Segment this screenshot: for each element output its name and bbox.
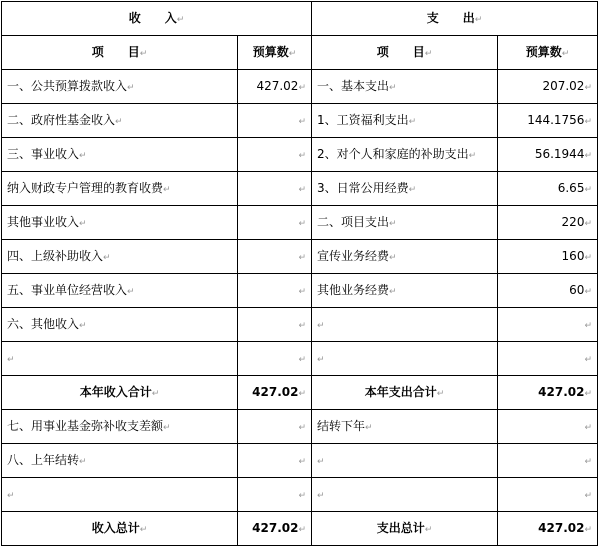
expense-budget-header-label: 预算数 — [525, 44, 562, 59]
paragraph-mark-icon: ↵ — [317, 354, 325, 365]
income-item-cell-text: 四、上级补助收入 — [7, 248, 104, 263]
paragraph-mark-icon: ↵ — [288, 48, 297, 59]
table-row — [2, 410, 598, 444]
paragraph-mark-icon: ↵ — [408, 116, 417, 127]
income-item-cell-text: 本年收入合计 — [79, 384, 152, 399]
paragraph-mark-icon: ↵ — [584, 184, 592, 195]
income-budget-cell — [238, 274, 312, 308]
expense-item-cell-text: 1、工资福利支出 — [317, 112, 409, 127]
paragraph-mark-icon: ↵ — [317, 320, 325, 331]
expense-budget-cell-text: 220 — [561, 214, 585, 229]
paragraph-mark-icon: ↵ — [365, 422, 373, 433]
paragraph-mark-icon: ↵ — [298, 252, 306, 263]
paragraph-mark-icon: ↵ — [584, 490, 592, 501]
expense-item-cell-text: 3、日常公用经费 — [317, 180, 409, 195]
income-item-header-label: 项 目 — [91, 44, 140, 59]
expense-item-cell-text: 结转下年 — [317, 418, 366, 433]
income-item-cell — [2, 274, 238, 308]
paragraph-mark-icon: ↵ — [561, 48, 570, 59]
expense-item-cell-text: 一、基本支出 — [317, 78, 390, 93]
paragraph-mark-icon: ↵ — [7, 354, 15, 365]
paragraph-mark-icon: ↵ — [79, 218, 87, 229]
expense-item-cell-text: 二、项目支出 — [317, 214, 390, 229]
income-item-cell — [2, 70, 238, 104]
paragraph-mark-icon: ↵ — [408, 184, 417, 195]
paragraph-mark-icon: ↵ — [298, 524, 306, 535]
expense-budget-cell — [498, 206, 598, 240]
income-budget-cell — [238, 444, 312, 478]
income-item-cell-text: 七、用事业基金弥补收支差额 — [7, 418, 164, 433]
paragraph-mark-icon: ↵ — [298, 490, 306, 501]
income-budget-cell-text: 427.02 — [252, 520, 299, 535]
table-row — [2, 206, 598, 240]
expense-item-cell — [312, 478, 498, 512]
expense-budget-cell-text: 144.1756 — [527, 112, 585, 127]
income-header — [2, 2, 312, 36]
income-item-cell — [2, 172, 238, 206]
expense-item-cell — [312, 512, 498, 546]
expense-budget-cell-text: 427.02 — [538, 384, 585, 399]
table-row — [2, 70, 598, 104]
paragraph-mark-icon: ↵ — [7, 490, 15, 501]
expense-budget-cell-text: 6.65 — [557, 180, 585, 195]
expense-budget-cell — [498, 138, 598, 172]
income-item-cell-text: 三、事业收入 — [7, 146, 80, 161]
income-budget-header-label: 预算数 — [252, 44, 289, 59]
paragraph-mark-icon: ↵ — [127, 82, 135, 93]
income-item-cell-text: 一、公共预算拨款收入 — [7, 78, 128, 93]
expense-item-cell — [312, 342, 498, 376]
income-budget-cell — [238, 376, 312, 410]
paragraph-mark-icon: ↵ — [139, 524, 148, 535]
income-item-cell — [2, 206, 238, 240]
paragraph-mark-icon: ↵ — [584, 388, 592, 399]
paragraph-mark-icon: ↵ — [317, 490, 325, 501]
expense-budget-cell — [498, 274, 598, 308]
paragraph-mark-icon: ↵ — [298, 82, 306, 93]
income-item-cell-text: 收入总计 — [91, 520, 140, 535]
section-header-row — [2, 2, 598, 36]
income-budget-cell — [238, 240, 312, 274]
income-budget-cell — [238, 308, 312, 342]
expense-item-cell — [312, 104, 498, 138]
table-row — [2, 274, 598, 308]
paragraph-mark-icon: ↵ — [298, 150, 306, 161]
income-item-cell-text: 五、事业单位经营收入 — [7, 282, 128, 297]
table-row — [2, 308, 598, 342]
paragraph-mark-icon: ↵ — [424, 48, 433, 59]
expense-item-cell-text: 本年支出合计 — [364, 384, 437, 399]
expense-budget-cell — [498, 444, 598, 478]
paragraph-mark-icon: ↵ — [79, 150, 87, 161]
table-row — [2, 138, 598, 172]
income-budget-cell — [238, 478, 312, 512]
column-header-row — [2, 36, 598, 70]
paragraph-mark-icon: ↵ — [163, 422, 171, 433]
income-item-cell — [2, 444, 238, 478]
paragraph-mark-icon: ↵ — [584, 354, 592, 365]
paragraph-mark-icon: ↵ — [298, 184, 306, 195]
expense-item-cell-text: 支出总计 — [376, 520, 425, 535]
expense-budget-cell — [498, 410, 598, 444]
paragraph-mark-icon: ↵ — [298, 286, 306, 297]
expense-header — [312, 2, 598, 36]
income-budget-cell — [238, 70, 312, 104]
paragraph-mark-icon: ↵ — [163, 184, 171, 195]
paragraph-mark-icon: ↵ — [139, 48, 148, 59]
expense-budget-cell — [498, 512, 598, 546]
paragraph-mark-icon: ↵ — [298, 354, 306, 365]
paragraph-mark-icon: ↵ — [298, 218, 306, 229]
income-item-header — [2, 36, 238, 70]
paragraph-mark-icon: ↵ — [584, 252, 592, 263]
expense-budget-cell-text: 160 — [561, 248, 585, 263]
income-budget-cell-text: 427.02 — [256, 78, 299, 93]
expense-budget-cell — [498, 70, 598, 104]
expense-budget-cell — [498, 308, 598, 342]
paragraph-mark-icon: ↵ — [176, 14, 185, 25]
expense-budget-cell-text: 56.1944 — [534, 146, 585, 161]
paragraph-mark-icon: ↵ — [389, 82, 397, 93]
paragraph-mark-icon: ↵ — [474, 14, 483, 25]
expense-item-header — [312, 36, 498, 70]
paragraph-mark-icon: ↵ — [103, 252, 111, 263]
expense-budget-cell — [498, 478, 598, 512]
income-item-cell — [2, 138, 238, 172]
income-item-cell — [2, 512, 238, 546]
income-budget-cell — [238, 342, 312, 376]
expense-item-cell — [312, 138, 498, 172]
paragraph-mark-icon: ↵ — [79, 456, 87, 467]
table-row — [2, 172, 598, 206]
table-row — [2, 478, 598, 512]
paragraph-mark-icon: ↵ — [151, 388, 160, 399]
paragraph-mark-icon: ↵ — [298, 388, 306, 399]
expense-budget-cell-text: 207.02 — [542, 78, 585, 93]
income-item-cell — [2, 104, 238, 138]
expense-item-cell — [312, 444, 498, 478]
paragraph-mark-icon: ↵ — [298, 320, 306, 331]
paragraph-mark-icon: ↵ — [389, 218, 397, 229]
income-item-cell-text: 八、上年结转 — [7, 452, 80, 467]
paragraph-mark-icon: ↵ — [298, 422, 306, 433]
income-budget-cell — [238, 512, 312, 546]
income-header-label: 收 入 — [128, 10, 177, 25]
income-item-cell — [2, 478, 238, 512]
budget-table — [1, 1, 598, 546]
income-budget-cell — [238, 172, 312, 206]
paragraph-mark-icon: ↵ — [584, 82, 592, 93]
expense-item-cell-text: 2、对个人和家庭的补助支出 — [317, 146, 469, 161]
paragraph-mark-icon: ↵ — [584, 150, 592, 161]
expense-item-cell — [312, 70, 498, 104]
income-budget-header — [238, 36, 312, 70]
income-item-cell-text: 六、其他收入 — [7, 316, 80, 331]
expense-budget-cell — [498, 172, 598, 206]
expense-budget-cell-text: 60 — [569, 282, 585, 297]
expense-budget-cell — [498, 240, 598, 274]
income-budget-cell — [238, 138, 312, 172]
income-budget-cell-text: 427.02 — [252, 384, 299, 399]
table-row — [2, 512, 598, 546]
table-row — [2, 104, 598, 138]
income-item-cell — [2, 240, 238, 274]
paragraph-mark-icon: ↵ — [584, 116, 592, 127]
paragraph-mark-icon: ↵ — [468, 150, 477, 161]
paragraph-mark-icon: ↵ — [436, 388, 445, 399]
paragraph-mark-icon: ↵ — [584, 320, 592, 331]
paragraph-mark-icon: ↵ — [298, 456, 306, 467]
paragraph-mark-icon: ↵ — [127, 286, 135, 297]
paragraph-mark-icon: ↵ — [584, 286, 592, 297]
income-item-cell-text: 纳入财政专户管理的教育收费 — [7, 180, 164, 195]
table-row — [2, 444, 598, 478]
paragraph-mark-icon: ↵ — [584, 422, 592, 433]
income-item-cell — [2, 376, 238, 410]
expense-item-header-label: 项 目 — [376, 44, 425, 59]
budget-rows — [2, 70, 598, 546]
expense-item-cell — [312, 172, 498, 206]
paragraph-mark-icon: ↵ — [424, 524, 433, 535]
income-item-cell — [2, 410, 238, 444]
expense-budget-cell — [498, 104, 598, 138]
income-item-cell-text: 其他事业收入 — [7, 214, 80, 229]
paragraph-mark-icon: ↵ — [584, 524, 592, 535]
income-budget-cell — [238, 206, 312, 240]
paragraph-mark-icon: ↵ — [79, 320, 87, 331]
paragraph-mark-icon: ↵ — [389, 286, 397, 297]
expense-item-cell-text: 宣传业务经费 — [317, 248, 390, 263]
expense-item-cell — [312, 308, 498, 342]
income-item-cell-text: 二、政府性基金收入 — [7, 112, 116, 127]
paragraph-mark-icon: ↵ — [584, 218, 592, 229]
expense-item-cell-text: 其他业务经费 — [317, 282, 390, 297]
paragraph-mark-icon: ↵ — [389, 252, 397, 263]
income-item-cell — [2, 342, 238, 376]
expense-item-cell — [312, 274, 498, 308]
expense-budget-cell-text: 427.02 — [538, 520, 585, 535]
expense-item-cell — [312, 240, 498, 274]
table-row — [2, 342, 598, 376]
expense-budget-cell — [498, 376, 598, 410]
expense-header-label: 支 出 — [426, 10, 475, 25]
paragraph-mark-icon: ↵ — [317, 456, 325, 467]
expense-item-cell — [312, 206, 498, 240]
table-row — [2, 376, 598, 410]
expense-budget-cell — [498, 342, 598, 376]
paragraph-mark-icon: ↵ — [584, 456, 592, 467]
income-budget-cell — [238, 410, 312, 444]
income-budget-cell — [238, 104, 312, 138]
expense-budget-header — [498, 36, 598, 70]
paragraph-mark-icon: ↵ — [298, 116, 306, 127]
income-item-cell — [2, 308, 238, 342]
paragraph-mark-icon: ↵ — [115, 116, 123, 127]
table-row — [2, 240, 598, 274]
expense-item-cell — [312, 410, 498, 444]
expense-item-cell — [312, 376, 498, 410]
